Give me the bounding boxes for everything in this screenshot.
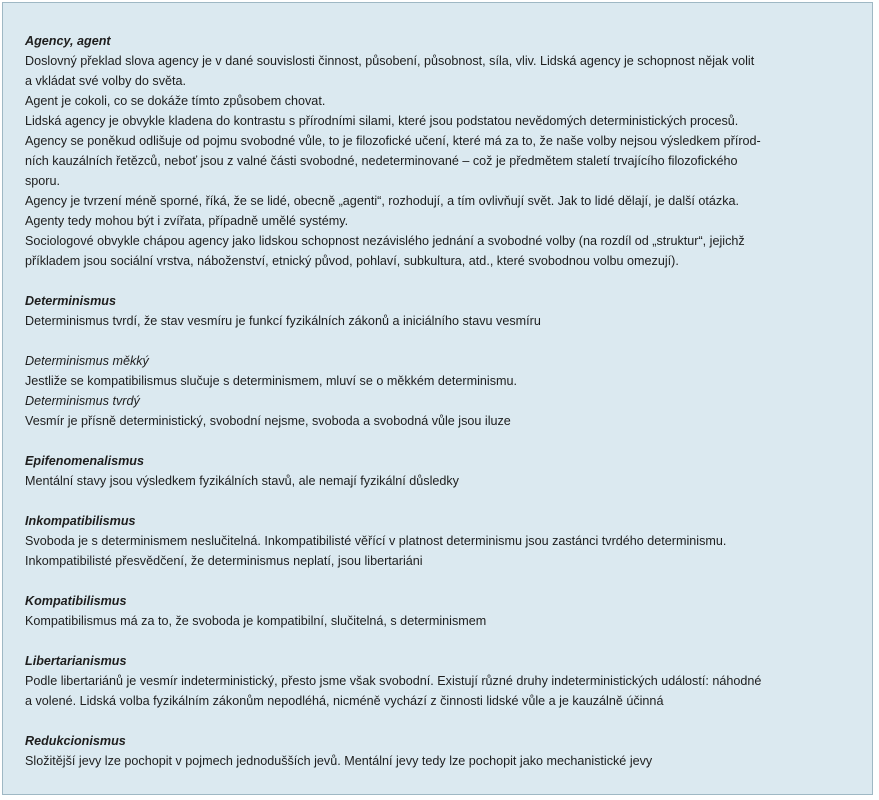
entry-libertarianismus [25,651,854,711]
definition-line: Mentální stavy jsou výsledkem fyzikálních stavů, ale nemají fyzikální důsledky [25,474,459,488]
definition-line: Svoboda je s determinismem neslučitelná. Inkompatibilisté věřící v platnost determinismu jsou zastánci tvrdého determinismu. [25,534,727,548]
definition-line: Agenty tedy mohou být i zvířata, případně umělé systémy. [25,214,349,228]
definition-line: a vkládat své volby do světa. [25,74,187,88]
term-heading: Kompatibilismus [25,594,127,608]
term-heading: Redukcionismus [25,734,126,748]
definition-line: Inkompatibilisté přesvědčení, že determinismus neplatí, jsou libertariáni [25,554,423,568]
entry-redukcionismus [25,731,854,771]
subterm-heading: Determinismus tvrdý [25,394,140,408]
definition-line: Determinismus tvrdí, že stav vesmíru je funkcí fyzikálních zákonů a iniciálního stavu vesmíru [25,314,541,328]
subterm-heading: Determinismus měkký [25,354,149,368]
entry-determinismus [25,291,854,331]
definition-line: ních kauzálních řetězců, neboť jsou z valné části svobodné, nedeterminované – což je předmětem staletí trvajícího filozofického [25,154,738,168]
definition-line: sporu. [25,174,61,188]
term-heading: Agency, agent [25,34,111,48]
term-heading: Determinismus [25,294,116,308]
definition-line: Vesmír je přísně deterministický, svobodní nejsme, svoboda a svobodná vůle jsou iluze [25,414,511,428]
glossary-panel [2,2,873,795]
entry-agency [25,31,854,271]
entry-determinismus-variants [25,351,854,431]
definition-line: a volené. Lidská volba fyzikálním zákonům nepodléhá, nicméně vychází z činnosti lidské vůle a je kauzálně účinná [25,694,664,708]
definition-line: Kompatibilismus má za to, že svoboda je kompatibilní, slučitelná, s determinismem [25,614,487,628]
definition-line: Doslovný překlad slova agency je v dané souvislosti činnost, působení, působnost, síla, vliv. Lidská agency je schopnost nějak volit [25,54,755,68]
definition-line: Agent je cokoli, co se dokáže tímto způsobem chovat. [25,94,326,108]
term-heading: Inkompatibilismus [25,514,136,528]
definition-line: Složitější jevy lze pochopit v pojmech jednodušších jevů. Mentální jevy tedy lze pochopit jako mechanistické jevy [25,754,653,768]
term-heading: Epifenomenalismus [25,454,144,468]
entry-epifenomenalismus [25,451,854,491]
entry-kompatibilismus [25,591,854,631]
entry-inkompatibilismus [25,511,854,571]
definition-line: příkladem jsou sociální vrstva, náboženství, etnický původ, pohlaví, subkultura, atd., které svobodnou volbu omezují). [25,254,679,268]
definition-line: Agency se poněkud odlišuje od pojmu svobodné vůle, to je filozofické učení, které má za to, že naše volby nejsou výsledkem přírod- [25,134,761,148]
term-heading: Libertarianismus [25,654,127,668]
definition-line: Sociologové obvykle chápou agency jako lidskou schopnost nezávislého jednání a svobodné volby (na rozdíl od „struktur“, jejichž [25,234,745,248]
definition-line: Agency je tvrzení méně sporné, říká, že se lidé, obecně „agenti“, rozhodují, a tím ovlivňují svět. Jak to lidé dělají, je další otázka. [25,194,740,208]
definition-line: Podle libertariánů je vesmír indeterministický, přesto jsme však svobodní. Existují různé druhy indeterministických událostí: náhodné [25,674,762,688]
definition-line: Jestliže se kompatibilismus slučuje s determinismem, mluví se o měkkém determinismu. [25,374,518,388]
definition-line: Lidská agency je obvykle kladena do kontrastu s přírodními silami, které jsou podstatou nevědomých deterministických procesů. [25,114,739,128]
